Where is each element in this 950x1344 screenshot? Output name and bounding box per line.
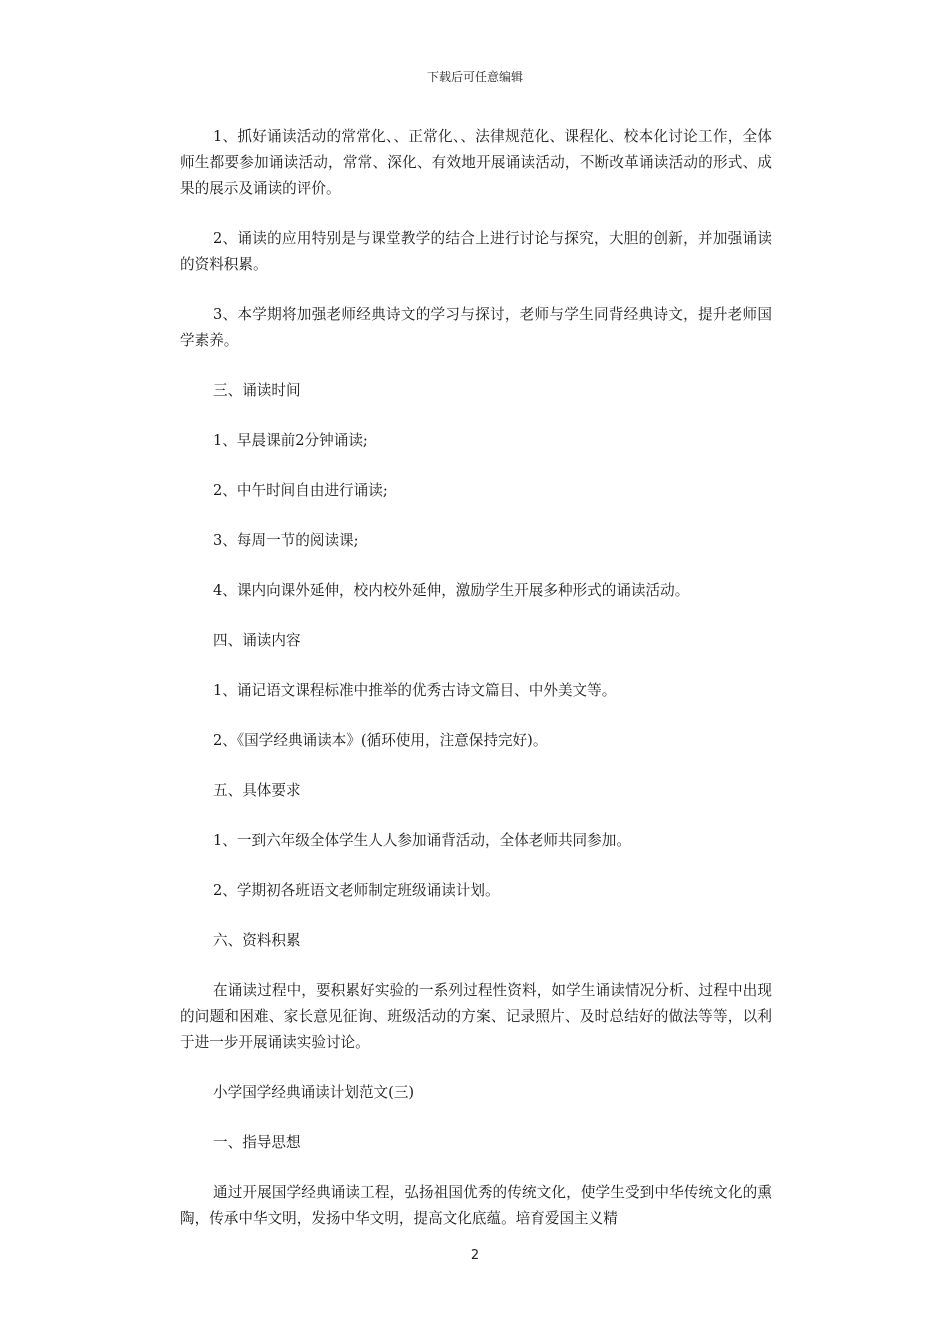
paragraph: 通过开展国学经典诵读工程，弘扬祖国优秀的传统文化，使学生受到中华传统文化的熏陶，传承中华文明，发扬中华文明，提高文化底蕴。培育爱国主义精 xyxy=(180,1184,772,1227)
page-number: 2 xyxy=(470,1248,480,1263)
paragraph: 在诵读过程中，要积累好实验的一系列过程性资料，如学生诵读情况分析、过程中出现的问题和困难、家长意见征询、班级活动的方案、记录照片、及时总结好的做法等等，以利于进一步开展诵读实验讨论。 xyxy=(180,982,772,1051)
paragraph: 2、学期初各班语文老师制定班级诵读计划。 xyxy=(213,882,500,899)
section-heading: 四、诵读内容 xyxy=(213,632,301,649)
paragraph: 1、早晨课前2分钟诵读; xyxy=(213,432,368,449)
section-heading: 三、诵读时间 xyxy=(213,382,301,399)
section-heading: 六、资料积累 xyxy=(213,932,301,949)
section-heading: 五、具体要求 xyxy=(213,782,301,799)
paragraph: 1、诵记语文课程标准中推举的优秀古诗文篇目、中外美文等。 xyxy=(213,682,617,699)
paragraph: 2、诵读的应用特别是与课堂教学的结合上进行讨论与探究，大胆的创新，并加强诵读的资料积累。 xyxy=(180,230,772,273)
paragraph: 1、抓好诵读活动的常常化、、正常化、、法律规范化、课程化、校本化讨论工作，全体师生都要参加诵读活动，常常、深化、有效地开展诵读活动，不断改革诵读活动的形式、成果的展示及诵读的评价。 xyxy=(180,128,772,197)
paragraph: 2、《国学经典诵读本》(循环使用，注意保持完好)。 xyxy=(213,732,548,749)
paragraph: 3、每周一节的阅读课; xyxy=(213,532,359,549)
document-body xyxy=(180,124,772,1256)
document-subtitle: 小学国学经典诵读计划范文(三) xyxy=(213,1084,415,1101)
paragraph: 1、一到六年级全体学生人人参加诵背活动，全体老师共同参加。 xyxy=(213,832,631,849)
paragraph: 4、课内向课外延伸，校内校外延伸，激励学生开展多种形式的诵读活动。 xyxy=(213,582,690,599)
section-heading: 一、指导思想 xyxy=(213,1134,301,1151)
paragraph: 2、中午时间自由进行诵读; xyxy=(213,482,388,499)
paragraph: 3、本学期将加强老师经典诗文的学习与探讨，老师与学生同背经典诗文，提升老师国学素养。 xyxy=(180,306,772,349)
page-header-note: 下载后可任意编辑 xyxy=(426,70,523,84)
